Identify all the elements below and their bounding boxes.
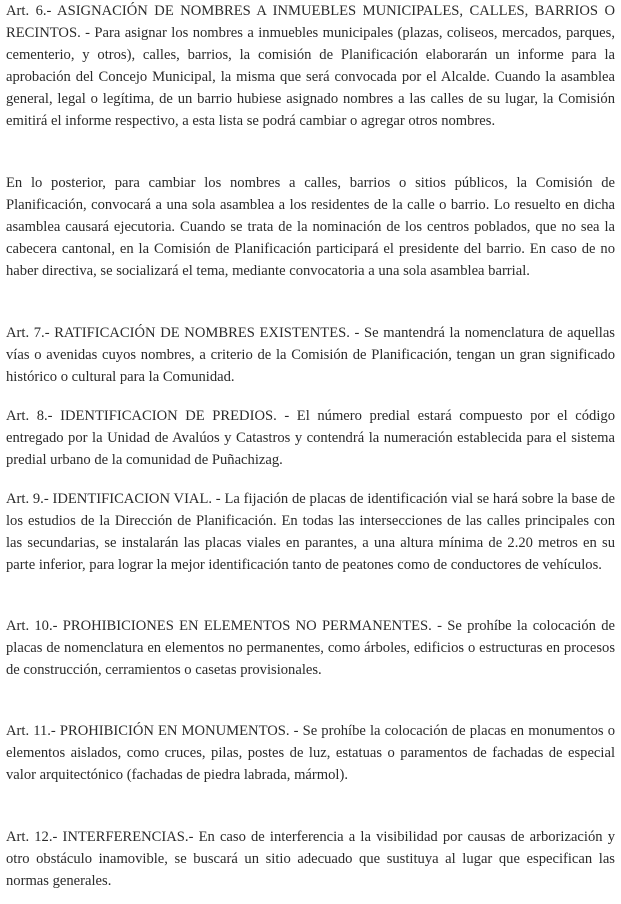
article-8-paragraph: Art. 8.- IDENTIFICACION DE PREDIOS. - El número predial estará compuesto por el código entregado por la Unidad de Avalúos y Catastros y contendrá la numeración establecida para el sistema predial urbano de la comunidad de Puñachizag. [6, 408, 615, 468]
article-11-paragraph: Art. 11.- PROHIBICIÓN EN MONUMENTOS. - Se prohíbe la colocación de placas en monumentos o elementos aislados, como cruces, pilas, postes de luz, estatuas o paramentos de fachadas de especial valor arquitectónico (fachadas de piedra labrada, mármol). [6, 723, 615, 783]
article-7-paragraph: Art. 7.- RATIFICACIÓN DE NOMBRES EXISTENTES. - Se mantendrá la nomenclatura de aquellas vías o avenidas cuyos nombres, a criterio de la Comisión de Planificación, tengan un gran significado histórico o cultural para la Comunidad. [6, 325, 615, 385]
article-6-continuation-paragraph: En lo posterior, para cambiar los nombres a calles, barrios o sitios públicos, la Comisión de Planificación, convocará a una sola asamblea a los residentes de la calle o barrio. Lo resuelto en dicha asamblea causará ejecutoria. Cuando se trata de la nominación de los centros poblados, que no sea la cabecera cantonal, en la Comisión de Planificación participará el presidente del barrio. En caso de no haber directiva, se socializará el tema, mediante convocatoria a una sola asamblea barrial. [6, 175, 615, 279]
article-10-paragraph: Art. 10.- PROHIBICIONES EN ELEMENTOS NO PERMANENTES. - Se prohíbe la colocación de placas de nomenclatura en elementos no permanentes, como árboles, edificios o estructuras en procesos de construcción, cerramientos o casetas provisionales. [6, 618, 615, 678]
article-9-paragraph: Art. 9.- IDENTIFICACION VIAL. - La fijación de placas de identificación vial se hará sobre la base de los estudios de la Dirección de Planificación. En todas las intersecciones de las calles principales con las secundarias, se instalarán las placas viales en parantes, a una altura mínima de 2.20 metros en su parte inferior, para lograr la mejor identificación tanto de peatones como de conductores de vehículos. [6, 491, 615, 573]
article-12-paragraph: Art. 12.- INTERFERENCIAS.- En caso de interferencia a la visibilidad por causas de arborización y otro obstáculo inamovible, se buscará un sitio adecuado que sustituya al lugar que especifican las normas generales. [6, 829, 615, 889]
article-6-paragraph: Art. 6.- ASIGNACIÓN DE NOMBRES A INMUEBLES MUNICIPALES, CALLES, BARRIOS O RECINTOS. - Para asignar los nombres a inmuebles municipales (plazas, coliseos, mercados, parques, cementerio, y otros), calles, barrios, la comisión de Planificación elaborarán un informe para la aprobación del Concejo Municipal, la misma que será convocada por el Alcalde. Cuando la asamblea general, legal o legítima, de un barrio hubiese asignado nombres a las calles de su lugar, la Comisión emitirá el informe respectivo, a esta lista se podrá cambiar o agregar otros nombres. [6, 3, 615, 129]
